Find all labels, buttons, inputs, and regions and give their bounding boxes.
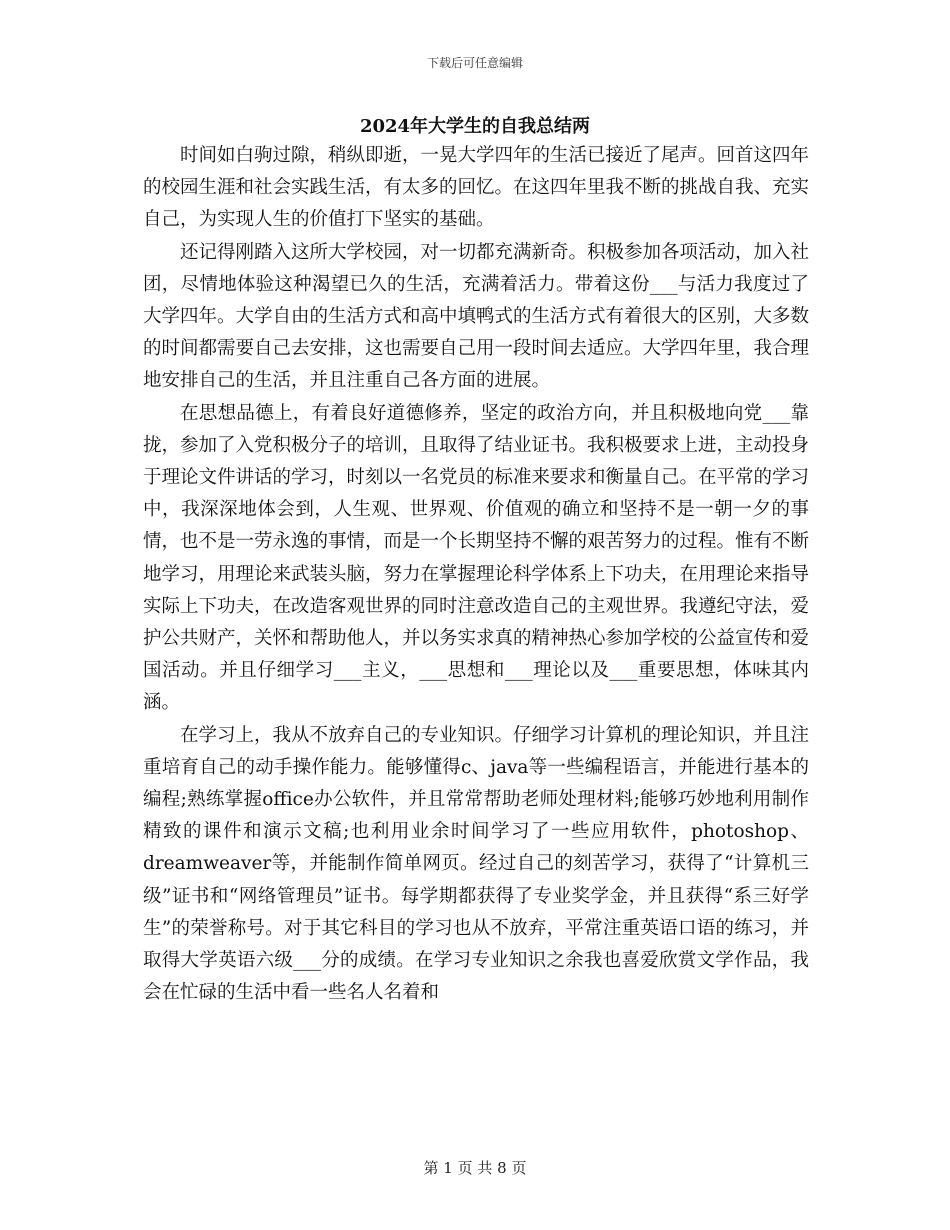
- paragraph-moral-character: 在思想品德上，有着良好道德修养，坚定的政治方向，并且积极地向党___靠拢，参加了入党积极分子的培训，且取得了结业证书。我积极要求上进，主动投身于理论文件讲话的学习，时刻以一名党员的标准来要求和衡量自己。在平常的学习中，我深深地体会到，人生观、世界观、价值观的确立和坚持不是一朝一夕的事情，也不是一劳永逸的事情，而是一个长期坚持不懈的艰苦努力的过程。惟有不断地学习，用理论来武装头脑，努力在掌握理论科学体系上下功夫，在用理论来指导实际上下功夫，在改造客观世界的同时注意改造自己的主观世界。我遵纪守法，爱护公共财产，关怀和帮助他人，并以务实求真的精神热心参加学校的公益宣传和爱国活动。并且仔细学习___主义，___思想和___理论以及___重要思想，体味其内涵。: [143, 402, 810, 714]
- paragraph-study: 在学习上，我从不放弃自己的专业知识。仔细学习计算机的理论知识，并且注重培育自己的动手操作能力。能够懂得c、java等一些编程语言，并能进行基本的编程;熟练掌握office办公软件，并且常常帮助老师处理材料;能够巧妙地利用制作精致的课件和演示文稿;也利用业余时间学习了一些应用软件，photoshop、dreamweaver等，并能制作简单网页。经过自己的刻苦学习，获得了“计算机三级”证书和“网络管理员”证书。每学期都获得了专业奖学金，并且获得“系三好学生”的荣誉称号。对于其它科目的学习也从不放弃，平常注重英语口语的练习，并取得大学英语六级___分的成绩。在学习专业知识之余我也喜爱欣赏文学作品，我会在忙碌的生活中看一些名人名着和: [143, 724, 810, 1004]
- document-body: [143, 140, 809, 1009]
- document-title: 2024年大学生的自我总结两: [359, 116, 591, 137]
- page-number: 第 1 页 共 8 页: [423, 1159, 527, 1177]
- header-note: 下载后可任意编辑: [426, 56, 523, 70]
- paragraph-campus-life: 还记得刚踏入这所大学校园，对一切都充满新奇。积极参加各项活动，加入社团，尽情地体验这种渴望已久的生活，充满着活力。带着这份___与活力我度过了大学四年。大学自由的生活方式和高中填鸭式的生活方式有着很大的区别，大多数的时间都需要自己去安排，这也需要自己用一段时间去适应。大学四年里，我合理地安排自己的生活，并且注重自己各方面的进展。: [143, 241, 810, 392]
- paragraph-intro: 时间如白驹过隙，稍纵即逝，一晃大学四年的生活已接近了尾声。回首这四年的校园生涯和社会实践生活，有太多的回忆。在这四年里我不断的挑战自我、充实自己，为实现人生的价值打下坚实的基础。: [143, 145, 810, 231]
